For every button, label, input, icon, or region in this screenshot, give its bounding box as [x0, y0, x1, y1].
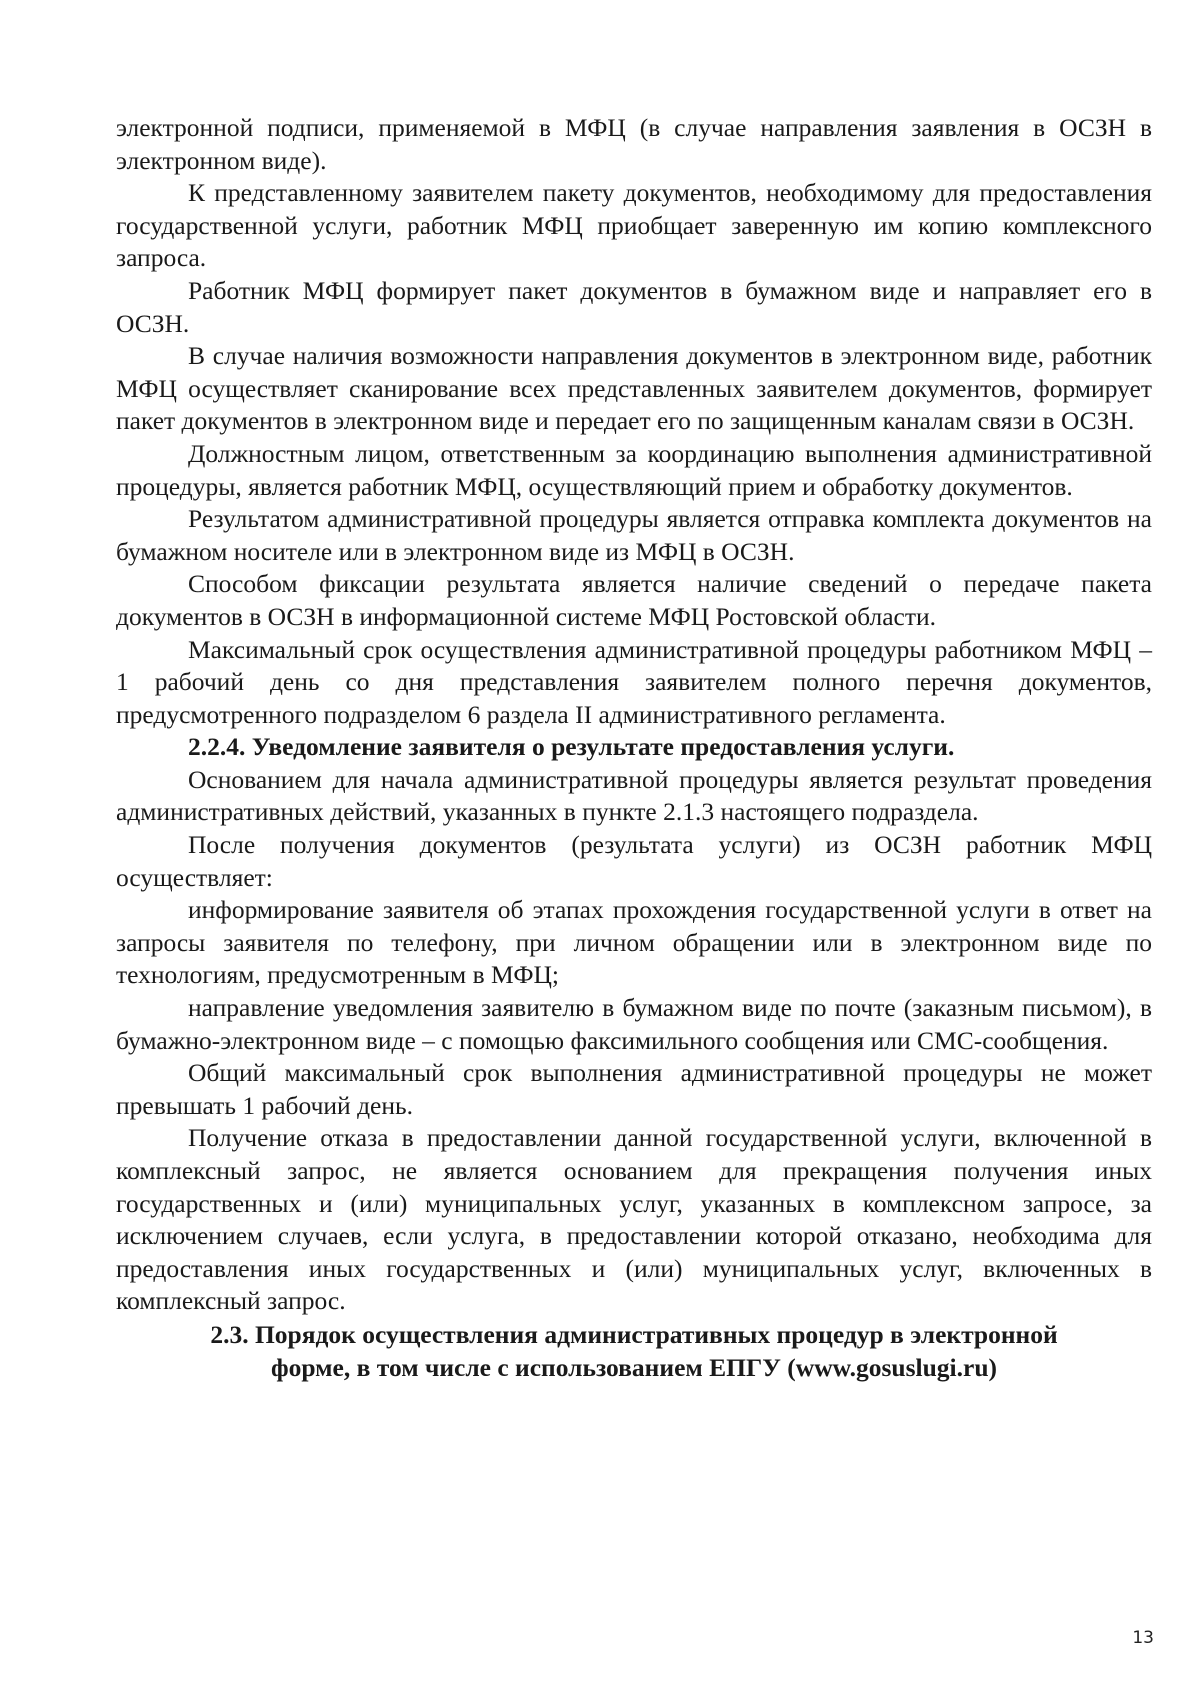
paragraph-max-term: Максимальный срок осуществления административной процедуры работником МФЦ – 1 рабочий день со дня представления заявителем полного перечня документов, предусмотренного подразделом 6 раздела II административного регламента.: [116, 634, 1152, 729]
paragraph-informing: информирование заявителя об этапах прохождения государственной услуги в ответ на запросы заявителя по телефону, при личном обращении или в электронном виде по технологиям, предусмотренным в МФЦ;: [116, 895, 1152, 990]
paragraph-document-package: К представленному заявителем пакету документов, необходимому для предоставления государственной услуги, работник МФЦ приобщает заверенную им копию комплексного запроса.: [116, 178, 1152, 273]
paragraph-refusal: Получение отказа в предоставлении данной государственной услуги, включенной в комплексный запрос, не является основанием для прекращения получения иных государственных и (или) муниципальных услуг, указанных в комплексном запросе, за исключением случаев, если услуга, в предоставлении которой отказано, необходима для предоставления иных государственных и (или) муниципальных услуг, включенных в комплексный запрос.: [116, 1123, 1152, 1316]
paragraph-paper-package: Работник МФЦ формирует пакет документов в бумажном виде и направляет его в ОСЗН.: [116, 275, 1152, 338]
document-page: [116, 112, 1152, 1384]
section-heading-line-2: форме, в том числе с использованием ЕПГУ (www.gosuslugi.ru): [270, 1352, 997, 1382]
paragraph-after-receiving: После получения документов (результата услуги) из ОСЗН работник МФЦ осуществляет:: [116, 830, 1152, 892]
paragraph-continuation: электронной подписи, применяемой в МФЦ (в случае направления заявления в ОСЗН в электронном виде).: [116, 113, 1152, 175]
subsection-heading-2-2-4: 2.2.4. Уведомление заявителя о результате предоставления услуги.: [188, 732, 955, 762]
paragraph-fixation-method: Способом фиксации результата является наличие сведений о передаче пакета документов в ОСЗН в информационной системе МФЦ Ростовской области.: [116, 569, 1152, 631]
paragraph-electronic-package: В случае наличия возможности направления документов в электронном виде, работник МФЦ осуществляет сканирование всех представленных заявителем документов, формирует пакет документов в электронном виде и передает его по защищенным каналам связи в ОСЗН.: [116, 341, 1152, 436]
paragraph-result: Результатом административной процедуры является отправка комплекта документов на бумажном носителе или в электронном виде из МФЦ в ОСЗН.: [116, 504, 1152, 566]
page-number: 13: [1132, 1628, 1154, 1648]
section-heading-2-3: [116, 1318, 1152, 1384]
paragraph-notification: направление уведомления заявителю в бумажном виде по почте (заказным письмом), в бумажно-электронном виде – с помощью факсимильного сообщения или СМС-сообщения.: [116, 993, 1152, 1055]
paragraph-basis: Основанием для начала административной процедуры является результат проведения административных действий, указанных в пункте 2.1.3 настоящего подраздела.: [116, 764, 1152, 827]
paragraph-responsible-person: Должностным лицом, ответственным за координацию выполнения административной процедуры, является работник МФЦ, осуществляющий прием и обработку документов.: [116, 438, 1152, 501]
section-heading-line-1: 2.3. Порядок осуществления административных процедур в электронной: [210, 1319, 1058, 1349]
paragraph-total-term: Общий максимальный срок выполнения административной процедуры не может превышать 1 рабочий день.: [116, 1058, 1152, 1120]
